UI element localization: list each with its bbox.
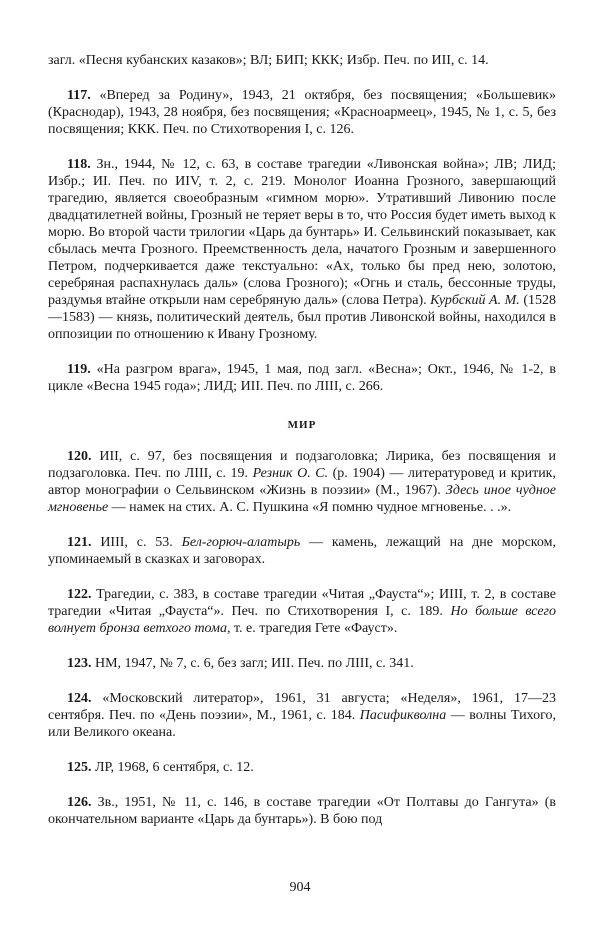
note-number: 126.	[67, 795, 92, 810]
note-126: 126. Зв., 1951, № 11, с. 146, в составе трагедии «От Полтавы до Гангута» (в окончательном варианте «Царь да бунтарь»). В бою под	[48, 795, 556, 827]
note-number: 123.	[67, 656, 92, 671]
note-number: 124.	[67, 691, 92, 706]
note-number: 119.	[67, 362, 91, 377]
note-120: 120. ИII, с. 97, без посвящения и подзаголовка; Лирика, без посвящения и подзаголовка. Печ. по ЛIII, с. 19. Резник О. С. (р. 1904) — литературовед и критик, автор монографии о Сельвинском «Жизнь в поэзии» (М., 1967). Здесь иное чудное мгновенье — намек на стих. А. С. Пушкина «Я помню чудное мгновенье. . .».	[48, 449, 556, 515]
note-125: 125. ЛР, 1968, 6 сентября, с. 12.	[67, 760, 254, 775]
note-124: 124. «Московский литератор», 1961, 31 августа; «Неделя», 1961, 17—23 сентября. Печ. по «День поэзии», М., 1961, с. 184. Пасификволна — волны Тихого, или Великого океана.	[48, 691, 556, 740]
note-122: 122. Трагедии, с. 383, в составе трагедии «Читая „Фауста“»; ИIII, т. 2, в составе трагедии «Читая „Фауста“». Печ. по Стихотворения I, с. 189. Но больше всего волнует бронза ветхого тома, т. е. трагедия Гете «Фауст».	[48, 587, 556, 636]
note-119: 119. «На разгром врага», 1945, 1 мая, под загл. «Весна»; Окт., 1946, № 1-2, в цикле «Весна 1945 года»; ЛИД; ИII. Печ. по ЛIII, с. 266.	[48, 362, 556, 394]
note-number: 117.	[67, 88, 91, 103]
note-number: 121.	[67, 535, 92, 550]
note-number: 118.	[67, 157, 91, 172]
page-body	[48, 52, 556, 828]
note-number: 125.	[67, 760, 92, 775]
note-121: 121. ИIII, с. 53. Бел-горюч-алатырь — камень, лежащий на дне морском, упоминаемый в сказках и заговорах.	[48, 535, 556, 567]
note-number: 120.	[67, 449, 92, 464]
section-heading: МИР	[287, 419, 317, 431]
note-number: 122.	[67, 587, 92, 602]
note-117: 117. «Вперед за Родину», 1943, 21 октября, без посвящения; «Большевик» (Краснодар), 1943, 28 ноября, без посвящения; «Красноармеец», 1945, № 1, с. 5, без посвящения; ККК. Печ. по Стихотворения I, с. 126.	[48, 88, 556, 137]
note-123: 123. НМ, 1947, № 7, с. 6, без загл; ИII. Печ. по ЛIII, с. 341.	[67, 656, 414, 671]
page-number: 904	[289, 880, 311, 895]
note-continuation: загл. «Песня кубанских казаков»; ВЛ; БИП; ККК; Избр. Печ. по ИII, с. 14.	[48, 53, 489, 68]
note-118: 118. Зн., 1944, № 12, с. 63, в составе трагедии «Ливонская война»; ЛВ; ЛИД; Избр.; ИI. Печ. по ИIV, т. 2, с. 219. Монолог Иоанна Грозного, завершающий трагедию, является своеобразным «гимном морю». Утративший Ливонию после двадцатилетней войны, Грозный не теряет веры в то, что Россия будет иметь выход к морю. Во второй части трилогии «Царь да бунтарь» И. Сельвинский показывает, как сбылась мечта Грозного. Преемственность дела, начатого Грозным и завершенного Петром, подчеркивается даже текстуально: «Ах, только бы пред нею, золотою, серебряная распахнулась даль» (слова Грозного); «Огнь и сталь, бессонные труды, раздумья втайне открыли нам серебряную даль» (слова Петра). Курбский А. М. (1528—1583) — князь, политический деятель, был против Ливонской войны, находился в оппозиции по отношению к Ивану Грозному.	[48, 157, 556, 342]
